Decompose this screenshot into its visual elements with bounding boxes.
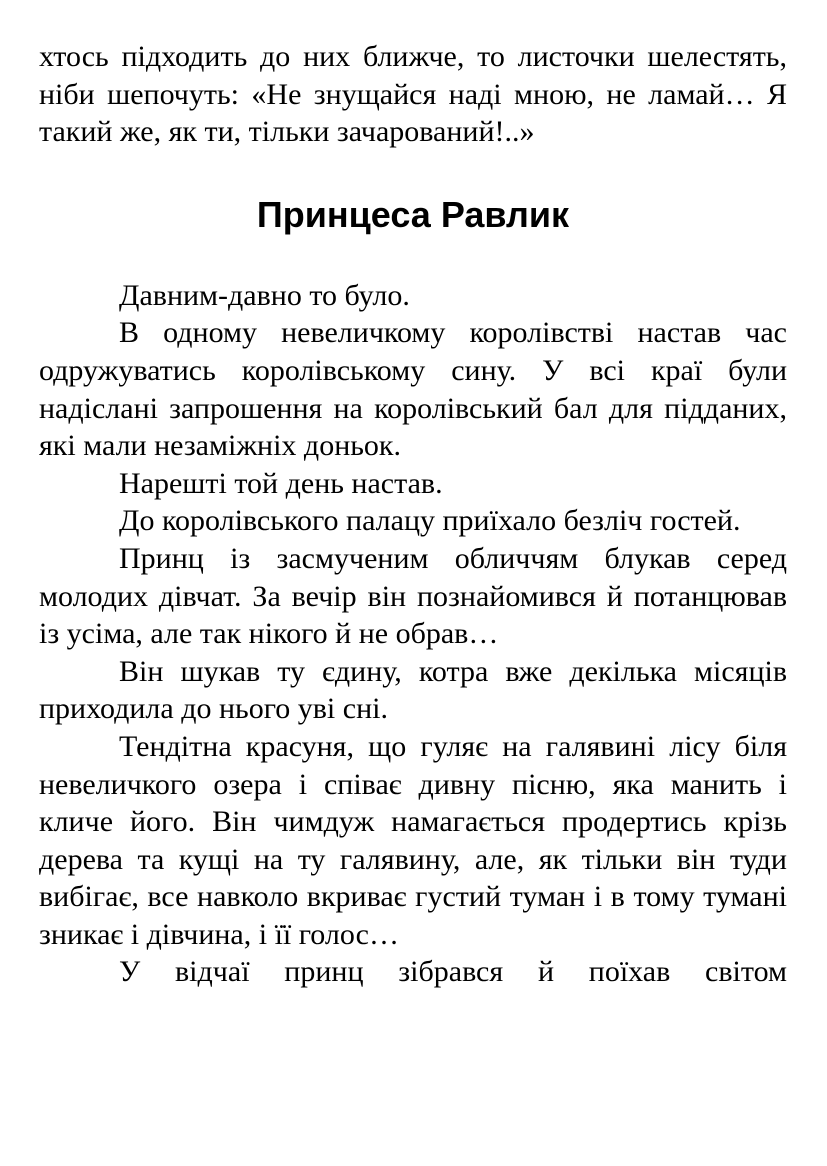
chapter-title: Принцеса Равлик [256, 193, 570, 235]
paragraph-5: Принц із засмученим обличчям блукав серед молодих дівчат. За вечір він познайомився й потанцював із усіма, але так нікого й не обрав… [39, 541, 787, 651]
paragraph-2: В одному невеличкому королівстві настав час одружуватись королівському сину. У всі краї були надіслані запрошення на королівський бал для підданих, які мали незаміжніх доньок. [39, 316, 787, 463]
paragraph-3: Нарешті той день настав. [119, 466, 443, 500]
paragraph-6: Він шукав ту єдину, котра вже декілька місяців приходила до нього уві сні. [39, 654, 787, 726]
paragraph-1: Давним-давно то було. [119, 278, 410, 312]
paragraph-4: До королівського палацу приїхало безліч гостей. [119, 504, 741, 538]
paragraph-8: У відчаї принц зібрався й поїхав світом [119, 955, 787, 989]
document-page [39, 38, 787, 991]
intro-paragraph: хтось підходить до них ближче, то листочки шелестять, ніби шепочуть: «Не знущайся наді мною, не ламай… Я такий же, як ти, тільки зачарований!..» [39, 40, 787, 149]
paragraph-7: Тендітна красуня, що гуляє на галявині лісу біля невеличкого озера і співає дивну пісню, яка манить і кличе його. Він чимдуж намагається продертись крізь дерева та кущі на ту галявину, але, як тільки він туди вибігає, все навколо вкриває густий туман і в тому тумані зникає і дівчина, і її голос… [39, 729, 787, 951]
